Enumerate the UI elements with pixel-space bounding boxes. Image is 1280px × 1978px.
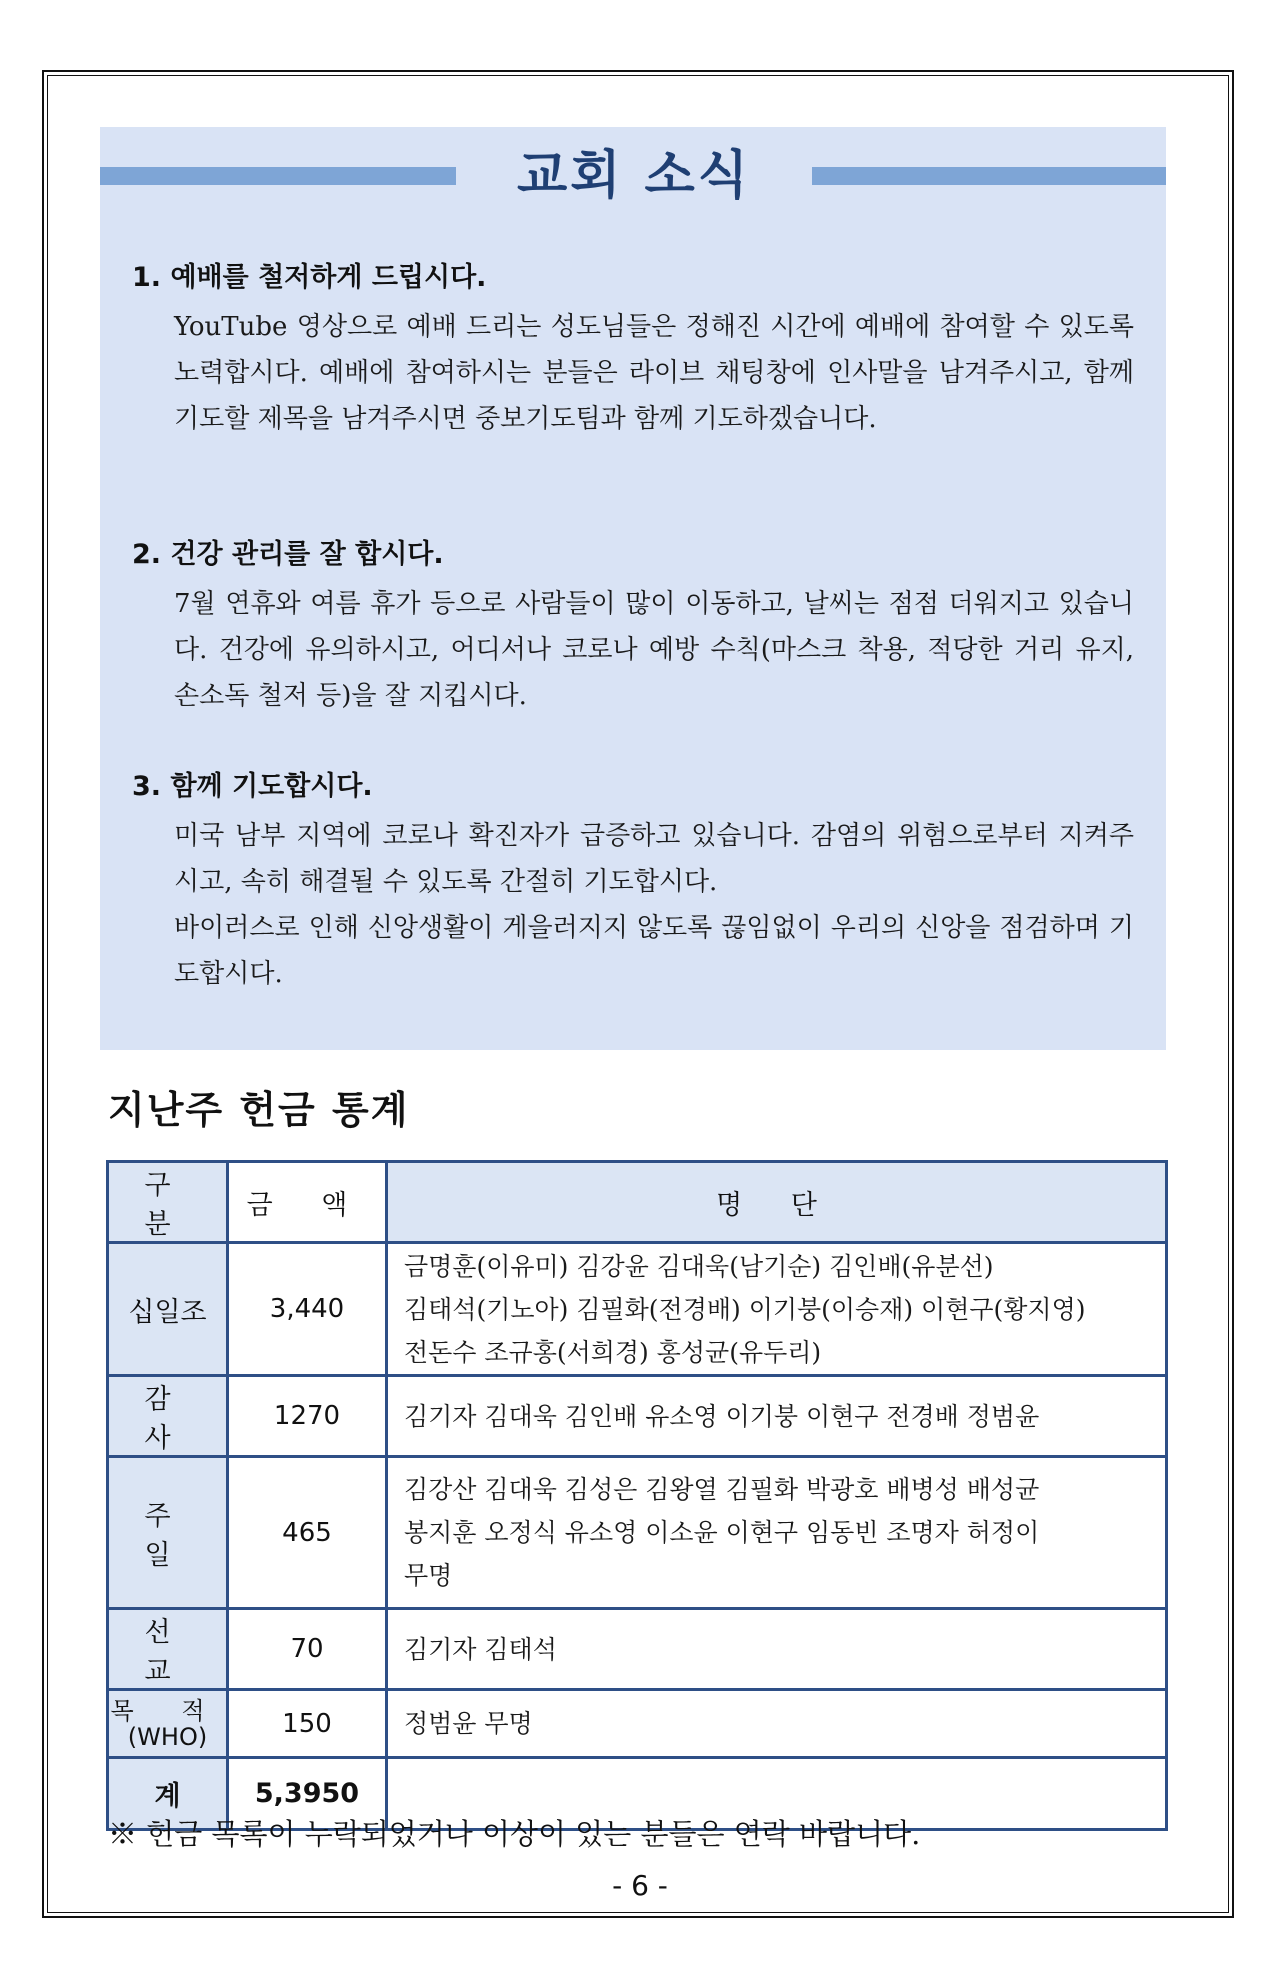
table-row bbox=[108, 1457, 1167, 1609]
news-item-paragraph: YouTube 영상으로 예배 드리는 성도님들은 정해진 시간에 예배에 참여할 수 있도록 노력합시다. 예배에 참여하시는 분들은 라이브 채팅창에 인사말을 남겨주시고, 함께 기도할 제목을 남겨주시면 중보기도팀과 함께 기도하겠습니다. bbox=[174, 312, 1134, 434]
table-row bbox=[108, 1243, 1167, 1376]
row-amount: 3,440 bbox=[228, 1243, 387, 1376]
news-item-paragraph: 7월 연휴와 여름 휴가 등으로 사람들이 많이 이동하고, 날씨는 점점 더워지고 있습니다. 건강에 유의하시고, 어디서나 코로나 예방 수칙(마스크 착용, 적당한 거리 유지, 손소독 철저 등)을 잘 지킵시다. bbox=[174, 589, 1134, 711]
table-header-row bbox=[108, 1162, 1167, 1243]
row-category: 감 사 bbox=[108, 1376, 228, 1457]
footnote: ※ 헌금 목록이 누락되었거나 이상이 있는 분들은 연락 바랍니다. bbox=[108, 1817, 921, 1851]
news-item-heading: 2. 건강 관리를 잘 합시다. bbox=[132, 539, 444, 570]
table-row bbox=[108, 1690, 1167, 1758]
names-line: 정범윤 무명 bbox=[404, 1709, 533, 1738]
page-number: - 6 - bbox=[612, 1869, 668, 1902]
row-amount: 465 bbox=[228, 1457, 387, 1609]
row-names bbox=[387, 1376, 1167, 1457]
news-item-1 bbox=[132, 258, 1134, 442]
names-line: 전돈수 조규홍(서희경) 홍성균(유두리) bbox=[404, 1337, 822, 1367]
row-names bbox=[387, 1243, 1167, 1376]
row-category-main: 목 적 bbox=[110, 1696, 225, 1725]
header-names: 명 단 bbox=[387, 1162, 1167, 1243]
news-item-body bbox=[132, 581, 1134, 719]
title-bar-left bbox=[100, 167, 456, 185]
news-item-paragraph: 미국 남부 지역에 코로나 확진자가 급증하고 있습니다. 감염의 위험으로부터 지켜주시고, 속히 해결될 수 있도록 간절히 기도합시다. bbox=[174, 821, 1134, 897]
names-line: 김기자 김태석 bbox=[404, 1634, 557, 1664]
offering-stats-title: 지난주 헌금 통계 bbox=[108, 1088, 410, 1132]
title-bar-right bbox=[812, 167, 1166, 185]
names-line: 김강산 김대욱 김성은 김왕열 김필화 박광호 배병성 배성균 bbox=[404, 1475, 1040, 1504]
news-item-3 bbox=[132, 767, 1134, 997]
row-category: 십일조 bbox=[108, 1243, 228, 1376]
news-item-body bbox=[132, 304, 1134, 442]
total-amount: 5,3950 bbox=[228, 1758, 387, 1830]
row-amount: 150 bbox=[228, 1690, 387, 1758]
names-line: 금명훈(이유미) 김강윤 김대욱(남기순) 김인배(유분선) bbox=[404, 1251, 994, 1281]
row-amount: 70 bbox=[228, 1609, 387, 1690]
news-item-heading: 1. 예배를 철저하게 드립시다. bbox=[132, 262, 487, 293]
row-names bbox=[387, 1690, 1167, 1758]
news-title: 교회 소식 bbox=[516, 146, 752, 206]
names-line: 김태석(기노아) 김필화(전경배) 이기붕(이승재) 이현구(황지영) bbox=[404, 1294, 1086, 1324]
names-line: 봉지훈 오정식 유소영 이소윤 이현구 임동빈 조명자 허정이 bbox=[404, 1518, 1040, 1547]
table-row bbox=[108, 1376, 1167, 1457]
table-row bbox=[108, 1609, 1167, 1690]
names-line: 무명 bbox=[404, 1561, 453, 1590]
names-line: 김기자 김대욱 김인배 유소영 이기붕 이현구 전경배 정범윤 bbox=[404, 1401, 1040, 1431]
row-amount: 1270 bbox=[228, 1376, 387, 1457]
news-item-body bbox=[132, 813, 1134, 997]
row-category: 주 일 bbox=[108, 1457, 228, 1609]
news-item-heading: 3. 함께 기도합시다. bbox=[132, 771, 373, 802]
total-label: 계 bbox=[108, 1758, 228, 1830]
offering-table bbox=[106, 1160, 1168, 1831]
news-item-paragraph: 바이러스로 인해 신앙생활이 게을러지지 않도록 끊임없이 우리의 신앙을 점검하며 기도합시다. bbox=[174, 913, 1134, 989]
header-category: 구 분 bbox=[108, 1162, 228, 1243]
header-amount: 금 액 bbox=[228, 1162, 387, 1243]
row-names bbox=[387, 1609, 1167, 1690]
row-category: 선 교 bbox=[108, 1609, 228, 1690]
row-names bbox=[387, 1457, 1167, 1609]
news-item-2 bbox=[132, 535, 1134, 719]
row-category bbox=[108, 1690, 228, 1758]
row-category-sub: (WHO) bbox=[127, 1722, 208, 1751]
